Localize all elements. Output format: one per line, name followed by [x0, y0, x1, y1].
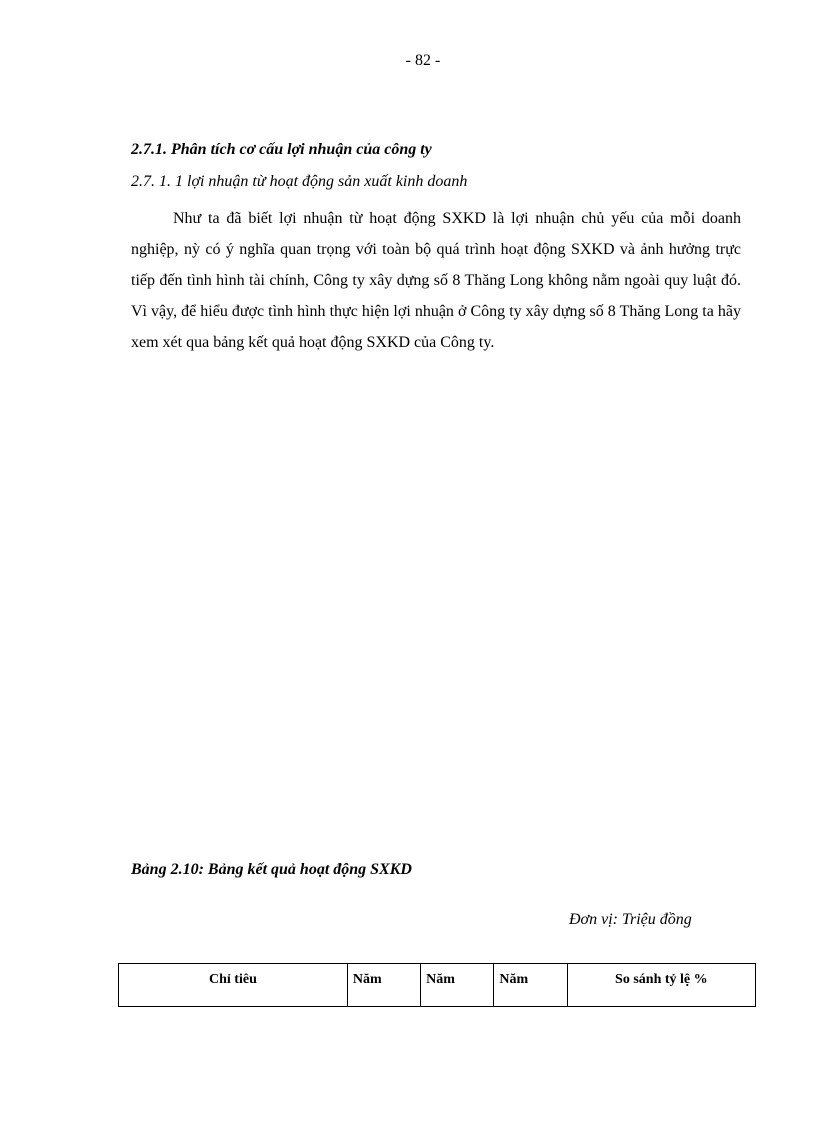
unit-note: Đơn vị: Triệu đồng: [569, 911, 692, 928]
table-caption: Bảng 2.10: Bảng kết quả hoạt động SXKD: [131, 861, 412, 878]
section-heading: 2.7.1. Phân tích cơ cấu lợi nhuận của công ty: [131, 141, 432, 158]
sub-heading: 2.7. 1. 1 lợi nhuận từ hoạt động sản xuất kinh doanh: [131, 173, 468, 190]
page-number: - 82 -: [405, 52, 441, 69]
header-year-3: Năm: [494, 964, 567, 1007]
table-header-row: [119, 964, 756, 1007]
body-paragraph: Như ta đã biết lợi nhuận từ hoạt động SXKD là lợi nhuận chủ yếu của mỗi doanh nghiệp, nỳ có ý nghĩa quan trọng với toàn bộ quá trình hoạt động SXKD và ảnh hưởng trực tiếp đến tình hình tài chính, Công ty xây dựng số 8 Thăng Long không nằm ngoài quy luật đó. Vì vậy, để hiểu được tình hình thực hiện lợi nhuận ở Công ty xây dựng số 8 Thăng Long ta hãy xem xét qua bảng kết quả hoạt động SXKD của Công ty.: [131, 210, 741, 351]
header-comparison: So sánh tỷ lệ %: [567, 964, 755, 1007]
header-year-2: Năm: [421, 964, 494, 1007]
header-criteria: Chỉ tiêu: [119, 964, 348, 1007]
result-table: [118, 963, 756, 1007]
header-year-1: Năm: [347, 964, 420, 1007]
